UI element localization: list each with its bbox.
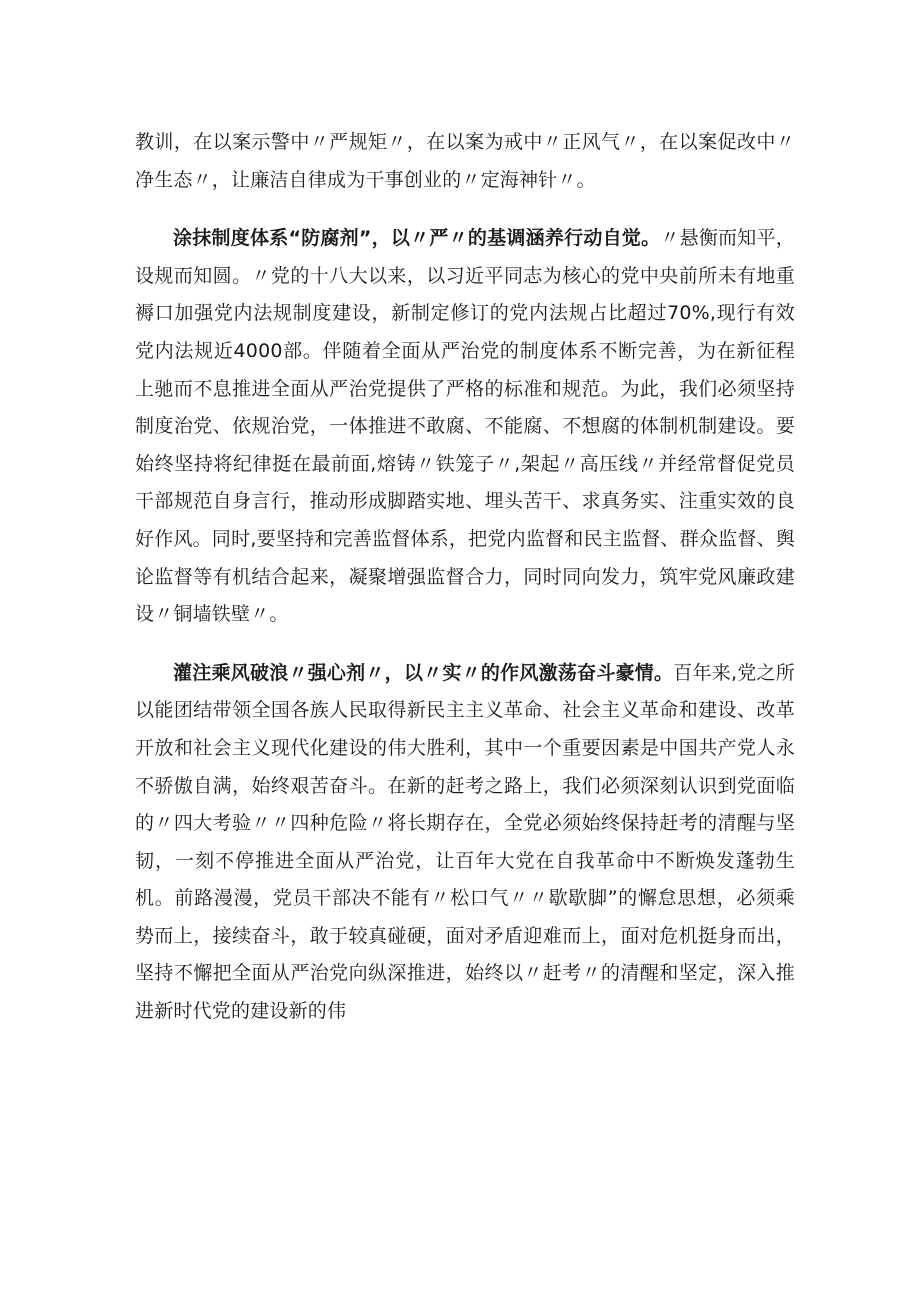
- paragraph-3-body: 百年来,党之所以能团结带领全国各族人民取得新民主主义革命、社会主义革命和建设、改革开放和社会主义现代化建设的伟大胜利，其中一个重要因素是中国共产党人永不骄傲自满，始终艰苦奋斗。在新的赶考之路上，我们必须深刻认识到党面临的〃四大考验〃〃四种危险〃将长期存在，全党必须始终保持赶考的清醒与坚韧，一刻不停推进全面从严治党，让百年大党在自我革命中不断焕发蓬勃生机。前路漫漫，党员干部决不能有〃松口气〃〃歇歇脚”的懈怠思想，必须乘势而上，接续奋斗，敢于较真碰硬，面对矛盾迎难而上，面对危机挺身而出，坚持不懈把全面从严治党向纵深推进，始终以〃赶考〃的清醒和坚定，深入推进新时代党的建设新的伟: [135, 661, 795, 1023]
- paragraph-3: [135, 655, 795, 1031]
- paragraph-3-lead: 灌注乘风破浪〃强心剂〃，以〃实〃的作风激荡奋斗豪情。: [173, 661, 674, 684]
- document-page: [135, 124, 795, 1031]
- paragraph-2: [135, 220, 795, 634]
- paragraph-1: [135, 124, 795, 199]
- paragraph-2-lead: 涂抹制度体系“防腐剂”，以〃严〃的基调涵养行动自觉。: [173, 227, 661, 250]
- paragraph-1-body: 教训，在以案示警中〃严规矩〃，在以案为戒中〃正风气〃，在以案促改中〃净生态〃，让廉洁自律成为干事创业的〃定海神针〃。: [135, 131, 795, 191]
- paragraph-2-body: 〃悬衡而知平，设规而知圆。〃党的十八大以来，以习近平同志为核心的党中央前所未有地重褥口加强党内法规制度建设，新制定修订的党内法规占比超过70%,现行有效党内法规近4000部。伴随着全面从严治党的制度体系不断完善，为在新征程上驰而不息推进全面从严治党提供了严格的标准和规范。为此，我们必须坚持制度治党、依规治党，一体推进不敢腐、不能腐、不想腐的体制机制建设。要始终坚持将纪律挺在最前面,熔铸〃铁笼子〃,架起〃高压线〃并经常督促党员干部规范自身言行，推动形成脚踏实地、埋头苦干、求真务实、注重实效的良好作风。同时,要坚持和完善监督体系，把党内监督和民主监督、群众监督、舆论监督等有机结合起来，凝聚增强监督合力，同时同向发力，筑牢党风廉政建设〃铜墙铁壁〃。: [135, 227, 795, 626]
